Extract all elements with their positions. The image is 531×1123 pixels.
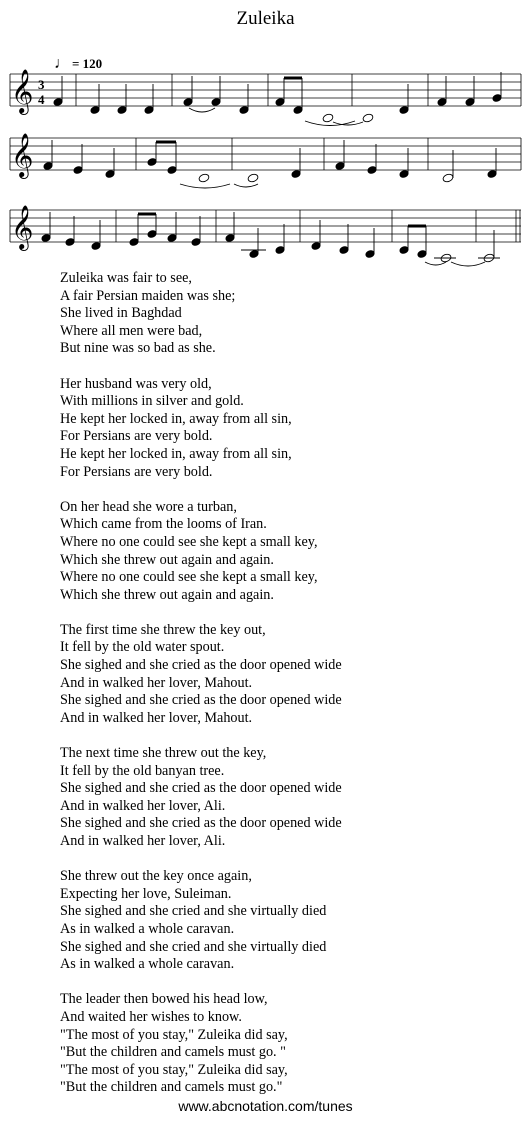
time-signature-bottom: 4 xyxy=(38,92,45,107)
lyric-line: She sighed and she cried as the door opened wide xyxy=(60,692,342,709)
lyric-line: With millions in silver and gold. xyxy=(60,393,244,410)
lyric-line: "The most of you stay," Zuleika did say, xyxy=(60,1026,288,1043)
lyric-line: He kept her locked in, away from all sin, xyxy=(60,445,292,462)
lyric-line: "The most of you stay," Zuleika did say, xyxy=(60,1061,288,1078)
lyric-line: Where no one could see she kept a small key, xyxy=(60,533,318,550)
lyric-stanza xyxy=(60,376,500,482)
lyric-line: The leader then bowed his head low, xyxy=(60,991,268,1008)
lyric-line: She sighed and she cried and she virtually died xyxy=(60,903,327,920)
notes-system-3 xyxy=(41,212,500,263)
lyric-line: Zuleika was fair to see, xyxy=(60,270,192,286)
treble-clef-icon: 𝄞 xyxy=(11,133,34,177)
lyric-line: For Persians are very bold. xyxy=(60,428,213,445)
lyric-line: And in walked her lover, Ali. xyxy=(60,833,226,849)
lyric-line: "But the children and camels must go. " xyxy=(60,1044,286,1061)
staff-system-2 xyxy=(10,133,521,188)
time-signature-top: 3 xyxy=(38,77,45,92)
lyrics xyxy=(60,270,500,1115)
lyric-line: A fair Persian maiden was she; xyxy=(60,287,236,304)
lyric-line: And in walked her lover, Mahout. xyxy=(60,709,253,726)
staff-system-3 xyxy=(10,205,521,266)
lyric-stanza xyxy=(60,622,500,728)
lyric-line: And in walked her lover, Ali. xyxy=(60,797,226,814)
lyric-line: Which she threw out again and again. xyxy=(60,586,274,603)
lyric-line: The first time she threw the key out, xyxy=(60,621,266,638)
lyric-line: She sighed and she cried as the door opened wide xyxy=(60,815,342,832)
lyric-line: She lived in Baghdad xyxy=(60,305,182,322)
lyric-line: She sighed and she cried and she virtually died xyxy=(60,938,327,955)
lyric-line: As in walked a whole caravan. xyxy=(60,920,235,937)
treble-clef-icon: 𝄞 xyxy=(11,205,34,249)
lyric-line: Where no one could see she kept a small key, xyxy=(60,569,318,586)
lyric-line: She threw out the key once again, xyxy=(60,868,252,885)
lyric-line: Which came from the looms of Iran. xyxy=(60,516,267,533)
lyric-stanza xyxy=(60,270,500,358)
lyric-line: Where all men were bad, xyxy=(60,322,203,339)
lyric-line: For Persians are very bold. xyxy=(60,463,213,480)
lyric-line: It fell by the old banyan tree. xyxy=(60,762,225,779)
lyric-line: It fell by the old water spout. xyxy=(60,639,225,656)
lyric-line: She sighed and she cried as the door opened wide xyxy=(60,780,342,797)
lyric-line: She sighed and she cried as the door opened wide xyxy=(60,657,342,674)
lyric-line: And in walked her lover, Mahout. xyxy=(60,674,253,691)
tune-title: Zuleika xyxy=(236,8,295,29)
lyric-stanza xyxy=(60,991,500,1097)
lyric-stanza xyxy=(60,499,500,605)
lyric-line: Expecting her love, Suleiman. xyxy=(60,885,232,902)
notes-system-2 xyxy=(43,140,497,183)
lyric-stanza xyxy=(60,745,500,851)
tempo-value: = 120 xyxy=(72,56,103,71)
lyric-line: As in walked a whole caravan. xyxy=(60,956,235,973)
notes-system-1 xyxy=(53,72,502,123)
lyric-line: Which she threw out again and again. xyxy=(60,551,274,568)
quarter-note-icon: ♩ xyxy=(54,55,70,72)
footer-url: www.abcnotation.com/tunes xyxy=(178,1098,353,1114)
lyric-line: Her husband was very old, xyxy=(60,375,212,392)
lyric-line: But nine was so bad as she. xyxy=(60,340,216,357)
lyric-line: And waited her wishes to know. xyxy=(60,1008,242,1025)
lyric-line: On her head she wore a turban, xyxy=(60,498,237,515)
lyric-line: The next time she threw out the key, xyxy=(60,745,267,762)
lyric-stanza xyxy=(60,868,500,974)
staff-system-1 xyxy=(10,69,521,126)
lyric-line: He kept her locked in, away from all sin, xyxy=(60,410,292,427)
treble-clef-icon: 𝄞 xyxy=(11,69,34,113)
sheet-music xyxy=(0,0,531,270)
lyric-line: "But the children and camels must go." xyxy=(60,1079,283,1096)
